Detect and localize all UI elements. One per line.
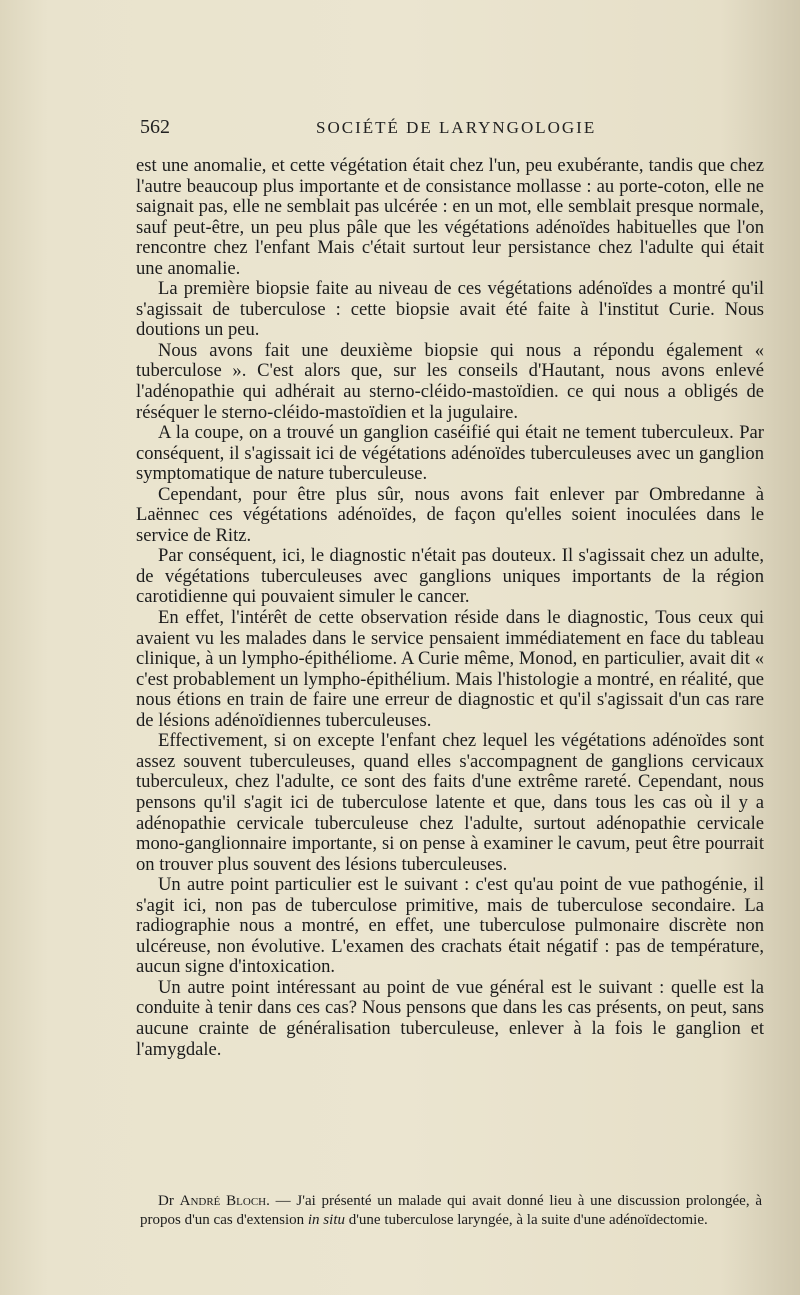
- page-number: 562: [140, 116, 170, 138]
- body-text: [136, 156, 764, 1060]
- footnote-author-prefix: Dr: [158, 1193, 174, 1209]
- paragraph: Par conséquent, ici, le diagnostic n'était pas douteux. Il s'agissait chez un adulte, de végétations tuberculeuses avec ganglions uniques importants de la région carotidienne qui pouvaient simuler le cancer.: [136, 545, 764, 608]
- footnote-author-name: André Bloch.: [179, 1193, 270, 1209]
- paragraph: Nous avons fait une deuxième biopsie qui nous a répondu également « tuberculose ». C'est alors que, sur les conseils d'Hautant, nous avons enlevé l'adénopathie qui adhérait au sterno-cléido-mastoïdien. ce qui nous a obligés de réséquer le sterno-cléido-mastoïdien et la jugulaire.: [136, 339, 764, 423]
- paragraph: Cependant, pour être plus sûr, nous avons fait enlever par Ombredanne à Laënnec ces végétations adénoïdes, de façon qu'elles soient inoculées dans le service de Ritz.: [136, 483, 764, 546]
- footnote-text-end: d'une tuberculose laryngée, à la suite d'une adénoïdectomie.: [344, 1212, 708, 1228]
- paragraph: La première biopsie faite au niveau de ces végétations adénoïdes a montré qu'il s'agissait de tuberculose : cette biopsie avait été faite à l'institut Curie. Nous doutions un peu.: [136, 278, 764, 341]
- footnote: [140, 1192, 762, 1230]
- paragraph: Un autre point particulier est le suivant : c'est qu'au point de vue pathogénie, il s'agit ici, non pas de tuberculose primitive, mais de tuberculose secondaire. La radiographie nous a montré, en effet, une tuberculose pulmonaire discrète non ulcéreuse, non évolutive. L'examen des crachats était négatif : pas de température, aucun signe d'intoxication.: [136, 874, 764, 978]
- footnote-text: — J'ai présenté un malade qui avait donné lieu à une discussion prolongée, à propos d'un cas d'extension: [140, 1193, 762, 1228]
- footnote-italic: in situ: [307, 1212, 345, 1228]
- paragraph: A la coupe, on a trouvé un ganglion caséifié qui était ne tement tuberculeux. Par conséquent, il s'agissait ici de végétations adénoïdes tuberculeuses avec un ganglion symptomatique de nature tuberculeuse.: [136, 422, 764, 485]
- paragraph: est une anomalie, et cette végétation était chez l'un, peu exubérante, tandis que chez l'autre beaucoup plus importante et de consistance mollasse : au porte-coton, elle ne saignait pas, elle ne semblait pas ulcérée : en un mot, elle semblait presque normale, sauf peut-être, un peu plus pâle que les végétations adénoïdes habituelles que l'on rencontre chez l'enfant Mais c'était surtout leur persistance chez l'adulte qui était une anomalie.: [136, 155, 764, 279]
- paragraph: En effet, l'intérêt de cette observation réside dans le diagnostic, Tous ceux qui avaient vu les malades dans le service pensaient immédiatement en face du tableau clinique, à un lympho-épithéliome. A Curie même, Monod, en particulier, avait dit « c'est probablement un lympho-épithélium. Mais l'histologie a montré, en réalité, que nous étions en train de faire une erreur de diagnostic et qu'il s'agissait d'un cas rare de lésions adénoïdiennes tuberculeuses.: [136, 607, 764, 731]
- paragraph: Effectivement, si on excepte l'enfant chez lequel les végétations adénoïdes sont assez souvent tuberculeuses, quand elles s'accompagnent de ganglions cervicaux tuberculeux, chez l'adulte, ce sont des faits d'une extrême rareté. Cependant, nous pensons qu'il s'agit ici de tuberculose latente et que, dans tous les cas où il y a adénopathie cervicale tuberculeuse chez l'adulte, surtout adénopathie cervicale mono-ganglionnaire importante, si on pense à examiner le cavum, peut être pourrait on trouver plus souvent des lésions tuberculeuses.: [136, 730, 764, 875]
- running-head: SOCIÉTÉ DE LARYNGOLOGIE: [316, 118, 597, 137]
- footnote-paragraph: [140, 1192, 762, 1230]
- paragraph: Un autre point intéressant au point de vue général est le suivant : quelle est la conduite à tenir dans ces cas? Nous pensons que dans les cas présents, on peut, sans aucune crainte de généralisation tuberculeuse, enlever à la fois le ganglion et l'amygdale.: [136, 976, 764, 1060]
